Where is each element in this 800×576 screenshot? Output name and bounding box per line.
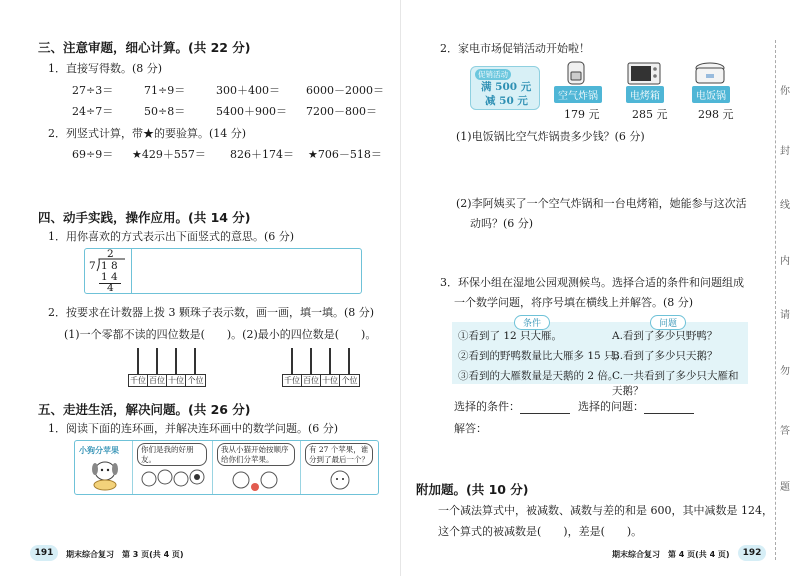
question-item: A.看到了多少只野鸭？: [612, 330, 718, 342]
dog-icon: [87, 457, 123, 491]
section4-q1-title: 1．用你喜欢的方式表示出下面竖式的意思。(6 分): [48, 230, 295, 243]
speech-bubble: 有 27 个苹果，谁分到了最后一个？: [305, 443, 373, 466]
condition-item: ②看到的野鸭数量比大雁多 15 只。: [458, 350, 626, 362]
division-figure: [86, 249, 132, 293]
dog-thinking-icon: [315, 467, 365, 493]
select-question-label: 选择的问题：: [578, 400, 644, 413]
rice-cooker-icon: [690, 60, 730, 86]
promo-line-2: 减 50 元: [485, 95, 528, 107]
appliance-price: 298 元: [698, 108, 734, 121]
page-number-right: 192: [738, 545, 766, 561]
calc-item: 27÷3＝: [72, 84, 114, 97]
appliance-price: 285 元: [632, 108, 668, 121]
vertical-calc-item: ★429＋557＝: [132, 148, 206, 161]
section5-q1-title: 1．阅读下面的连环画，并解决连环画中的数学问题。(6 分): [48, 422, 339, 435]
place-label: 个位: [341, 376, 358, 385]
page-divider: [400, 0, 401, 576]
calc-item: 7200－800＝: [306, 105, 377, 118]
right-q2-sub2-line2: 动吗？(6 分): [470, 217, 534, 230]
calc-item: 6000－2000＝: [306, 84, 384, 97]
dog-cat-icon: [227, 467, 287, 493]
question-header: 问题: [650, 315, 686, 330]
section3-q2-title: 2．列竖式计算，带★的要验算。(14 分): [48, 127, 247, 140]
appliance-label: 空气炸锅: [554, 86, 602, 103]
abacus-base: [282, 374, 360, 387]
abacus-base: [128, 374, 206, 387]
air-fryer-icon: [556, 60, 596, 86]
condition-item: ③看到的大雁数量是天鹅的 2 倍。: [458, 370, 619, 382]
select-question[interactable]: [578, 398, 694, 414]
condition-table: [452, 322, 748, 397]
abacus-rod[interactable]: [194, 348, 196, 374]
right-q2-sub2-line1: (2)李阿姨买了一个空气炸锅和一台电烤箱，她能参与这次活: [456, 197, 747, 210]
oven-icon: [624, 60, 664, 86]
promo-line-1: 满 500 元: [481, 81, 532, 93]
section4-q2-sub: (1)一个零都不读的四位数是( )。(2)最小的四位数是( )。: [64, 328, 377, 341]
calc-item: 5400＋900＝: [216, 105, 287, 118]
calc-row-2: [72, 103, 396, 119]
section4-title: 四、动手实践，操作应用。(共 14 分): [38, 210, 251, 225]
section3-title: 三、注意审题，细心计算。(共 22 分): [38, 40, 251, 55]
comic-panel-4: [301, 441, 378, 494]
promo-badge: [470, 66, 540, 110]
abacus-rod[interactable]: [348, 348, 350, 374]
comic-strip: [74, 440, 379, 495]
calc-item: 24÷7＝: [72, 105, 114, 118]
condition-header: 条件: [514, 315, 550, 330]
question-item: B.看到了多少只天鹅？: [612, 350, 718, 362]
question-item: C.一共看到了多少只大雁和天鹅？: [612, 370, 739, 397]
comic-panel-3: [213, 441, 301, 494]
side-char: 内: [780, 256, 790, 267]
speech-bubble: 你们是我的好朋友。: [137, 443, 207, 466]
abacus-rod[interactable]: [175, 348, 177, 374]
answer-label: 解答：: [454, 422, 487, 435]
right-q3-line2: 一个数学问题，将序号填在横线上并解答。(8 分): [454, 296, 694, 309]
bonus-line1: 一个减法算式中，被减数、减数与差的和是 600，其中减数是 124，: [438, 504, 773, 517]
abacus-rod[interactable]: [156, 348, 158, 374]
comic-title: 小狗分苹果: [79, 445, 119, 455]
abacus-rod[interactable]: [329, 348, 331, 374]
section5-title: 五、走进生活，解决问题。(共 26 分): [38, 402, 251, 417]
section4-q2-title: 2．按要求在计数器上拨 3 颗珠子表示数，画一画，填一填。(8 分): [48, 306, 375, 319]
comic-panel-1: [75, 441, 133, 494]
place-label: 十位: [168, 376, 184, 385]
place-label: 十位: [322, 376, 338, 385]
promo-label: 促销活动: [475, 69, 511, 80]
binding-line: [775, 40, 776, 560]
side-char: 请: [780, 310, 790, 321]
animals-icon: [139, 465, 209, 493]
page-number-left: 191: [30, 545, 58, 561]
right-q3-line1: 3．环保小组在湿地公园观测候鸟。选择合适的条件和问题组成: [440, 276, 744, 289]
place-label: 千位: [284, 376, 300, 385]
right-q2-title: 2．家电市场促销活动开始啦！: [440, 42, 590, 55]
appliance-price: 179 元: [564, 108, 600, 121]
bonus-title: 附加题。(共 10 分): [416, 482, 529, 497]
vertical-calc-item: 826＋174＝: [230, 148, 294, 161]
abacus-rod[interactable]: [137, 348, 139, 374]
quotient: 2: [107, 248, 114, 260]
select-condition[interactable]: [454, 398, 570, 414]
side-char: 勿: [780, 366, 790, 377]
dividend: 1 8: [101, 260, 118, 272]
footer-left: 期末综合复习 第 3 页(共 4 页): [66, 550, 184, 559]
product: 1 4: [101, 271, 118, 283]
side-char: 线: [780, 200, 790, 211]
place-label: 个位: [187, 376, 204, 385]
footer-right: 期末综合复习 第 4 页(共 4 页): [612, 550, 730, 559]
right-q2-sub1: (1)电饭锅比空气炸锅贵多少钱？(6 分): [456, 130, 645, 143]
select-condition-label: 选择的条件：: [454, 400, 520, 413]
appliance-label: 电烤箱: [626, 86, 664, 103]
divisor: 7: [89, 260, 96, 272]
calc-item: 71÷9＝: [144, 84, 186, 97]
calc-item: 50÷8＝: [144, 105, 186, 118]
vertical-calc-item: 69÷9＝: [72, 148, 114, 161]
remainder: 4: [107, 282, 114, 294]
vertical-calc-row: [72, 146, 406, 162]
vertical-calc-item: ★706－518＝: [308, 148, 382, 161]
abacus-rod[interactable]: [291, 348, 293, 374]
comic-panel-2: [133, 441, 213, 494]
place-label: 百位: [303, 376, 319, 385]
select-condition-blank[interactable]: [520, 404, 570, 414]
calc-item: 300＋400＝: [216, 84, 280, 97]
speech-bubble: 我从小猫开始按顺序给你们分苹果。: [217, 443, 295, 466]
bonus-line2: 这个算式的被减数是( )，差是( )。: [438, 525, 643, 538]
abacus-rod[interactable]: [310, 348, 312, 374]
side-char: 封: [780, 146, 790, 157]
place-label: 千位: [130, 376, 146, 385]
section3-q1-title: 1．直接写得数。(8 分): [48, 62, 163, 75]
side-char: 题: [780, 482, 790, 493]
appliance-label: 电饭锅: [692, 86, 730, 103]
condition-item: ①看到了 12 只大雁。: [458, 330, 563, 342]
place-label: 百位: [149, 376, 165, 385]
side-char: 你: [780, 86, 790, 97]
select-question-blank[interactable]: [644, 404, 694, 414]
side-char: 答: [780, 426, 790, 437]
calc-row-1: [72, 82, 396, 98]
